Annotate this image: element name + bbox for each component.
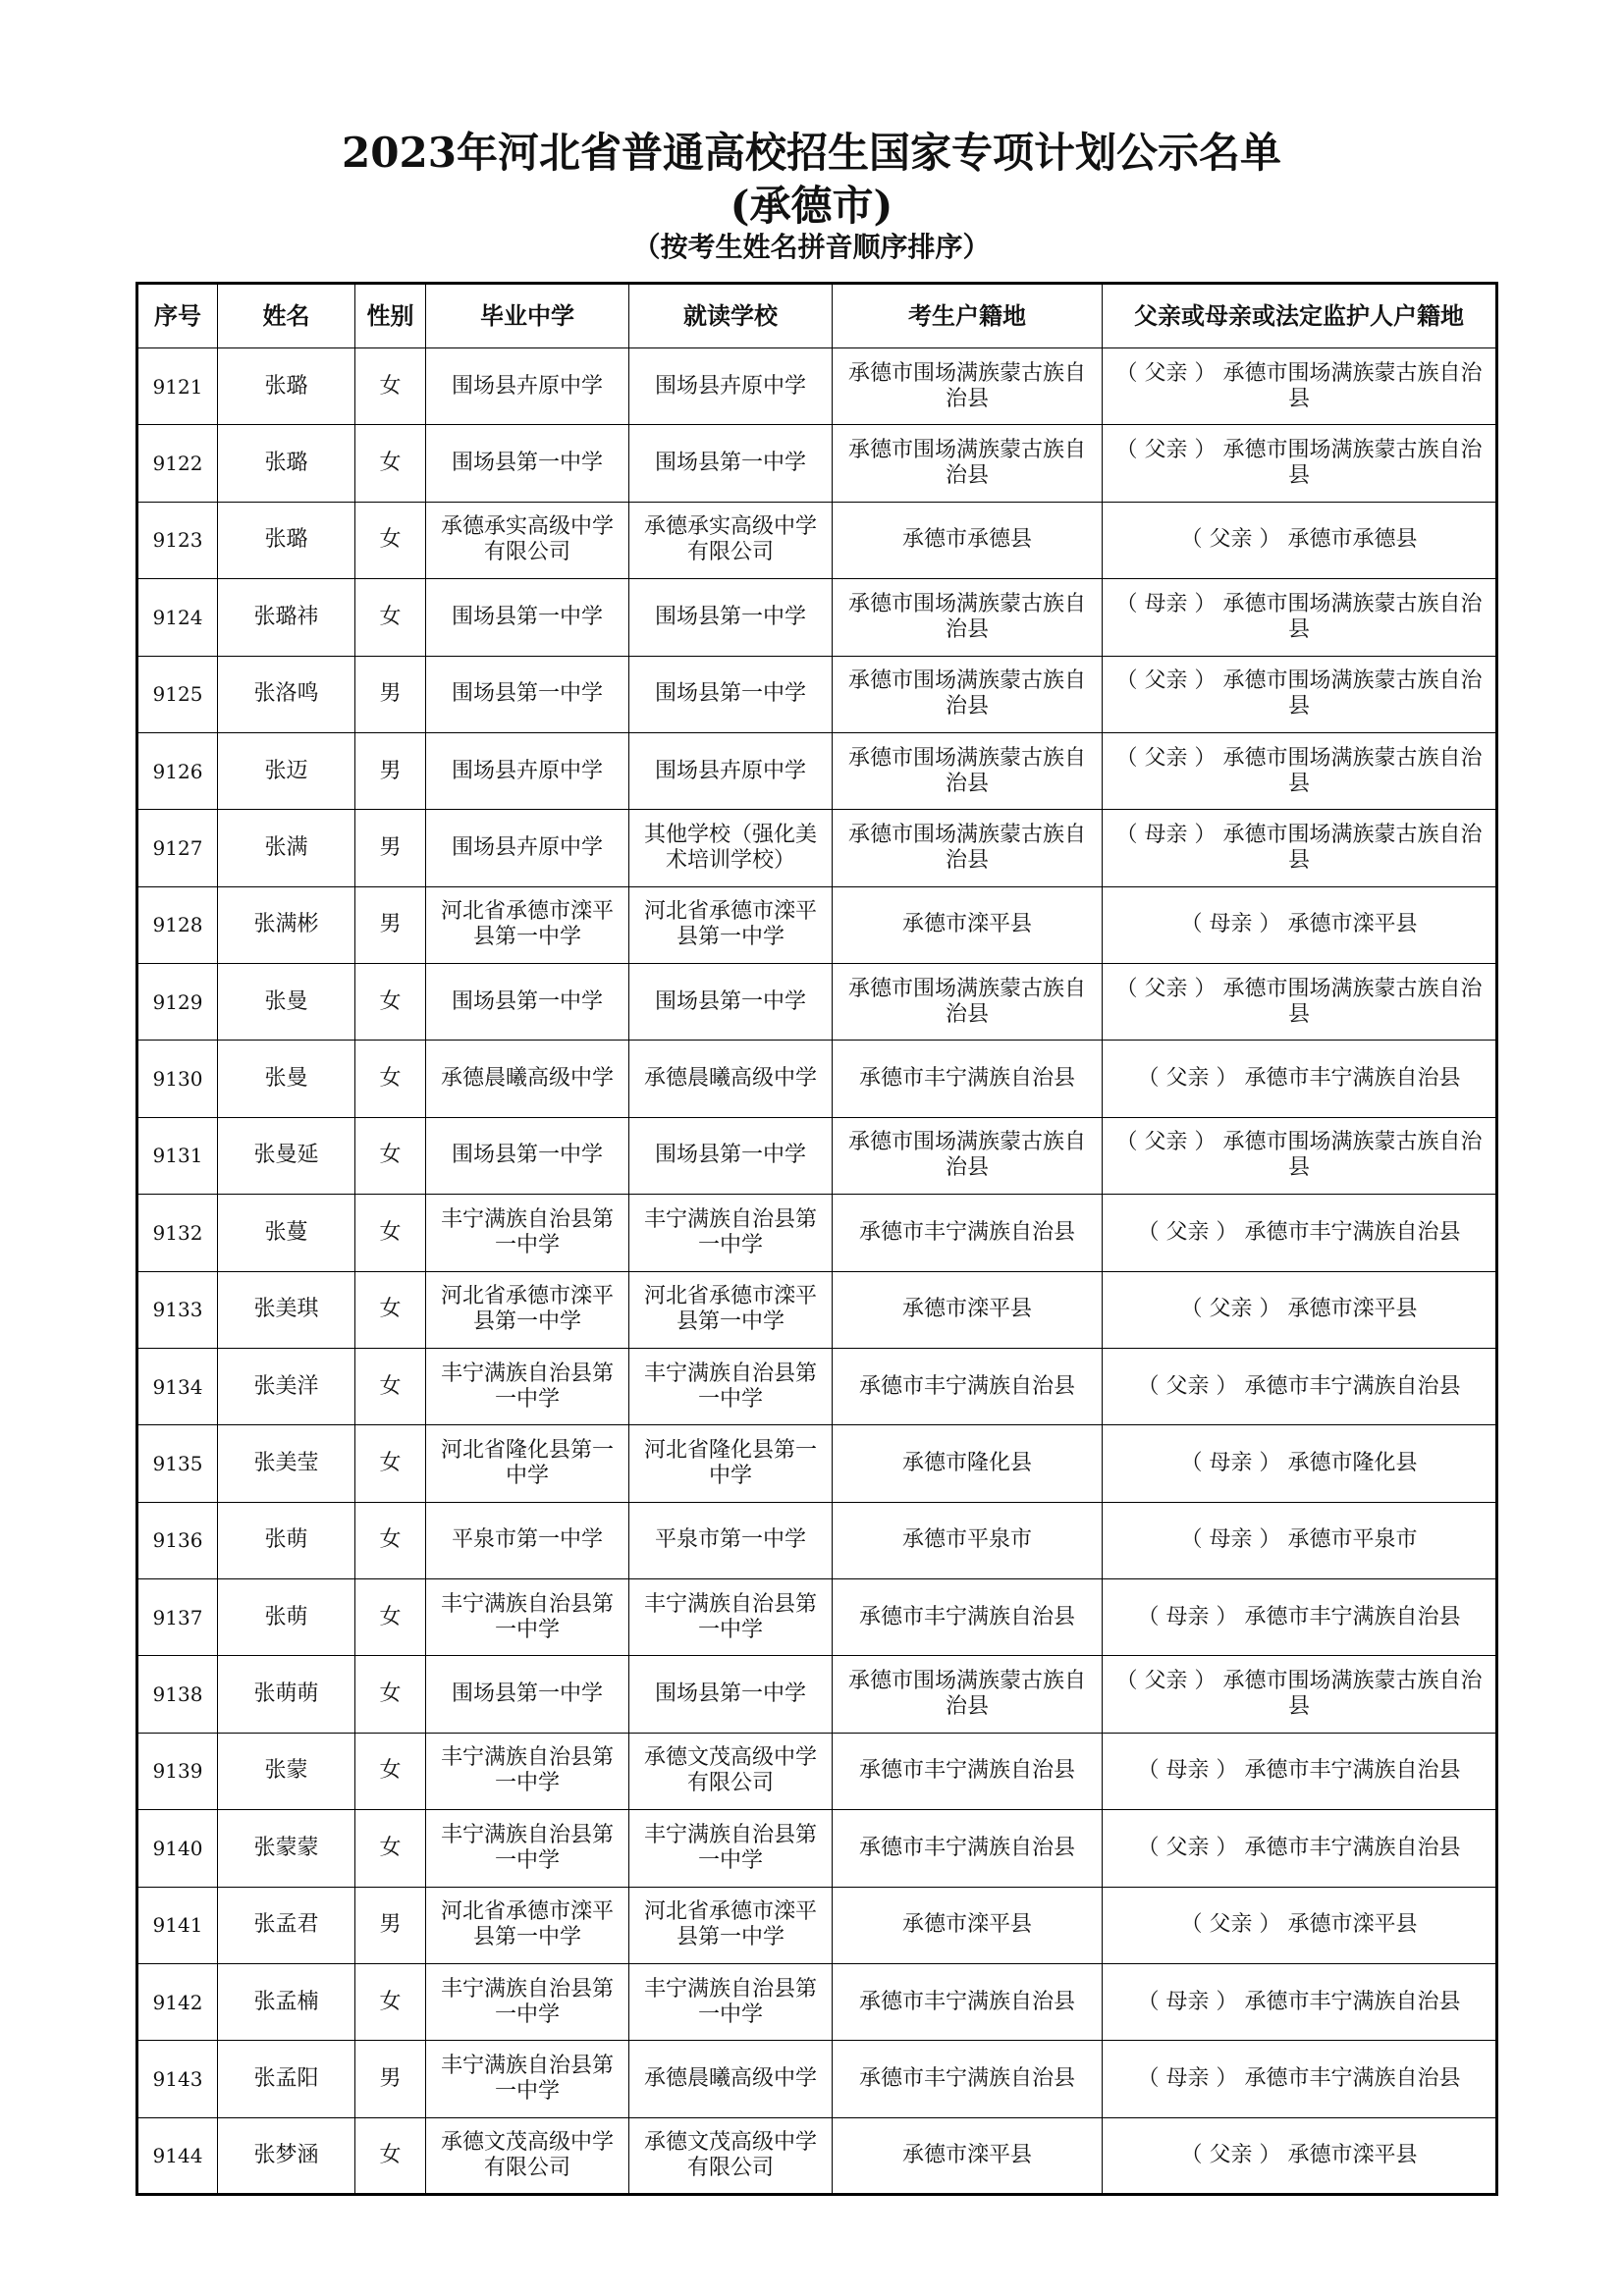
- cell-current-school: 其他学校（强化美术培训学校）: [629, 810, 833, 886]
- cell-hukou: 承德市围场满族蒙古族自治县: [833, 1656, 1103, 1733]
- cell-seq: 9131: [137, 1117, 218, 1194]
- cell-guardian-hukou: （ 母亲 ） 承德市隆化县: [1103, 1425, 1497, 1502]
- cell-current-school: 承德晨曦高级中学: [629, 2041, 833, 2117]
- cell-hukou: 承德市丰宁满族自治县: [833, 2041, 1103, 2117]
- cell-name: 张蒙: [218, 1733, 355, 1809]
- cell-name: 张萌: [218, 1502, 355, 1578]
- cell-hukou: 承德市丰宁满族自治县: [833, 1195, 1103, 1271]
- cell-seq: 9142: [137, 1963, 218, 2040]
- cell-hukou: 承德市围场满族蒙古族自治县: [833, 732, 1103, 809]
- cell-guardian-hukou: （ 母亲 ） 承德市丰宁满族自治县: [1103, 1733, 1497, 1809]
- cell-name: 张曼: [218, 964, 355, 1041]
- cell-current-school: 丰宁满族自治县第一中学: [629, 1963, 833, 2040]
- header-grad-school: 毕业中学: [426, 284, 629, 348]
- cell-grad-school: 河北省承德市滦平县第一中学: [426, 1271, 629, 1348]
- header-gender: 性别: [355, 284, 426, 348]
- cell-gender: 男: [355, 732, 426, 809]
- sort-note: （按考生姓名拼音顺序排序）: [632, 231, 991, 263]
- cell-grad-school: 围场县第一中学: [426, 425, 629, 502]
- table-row: [137, 1117, 1497, 1194]
- cell-guardian-hukou: （ 母亲 ） 承德市滦平县: [1103, 886, 1497, 963]
- cell-name: 张满彬: [218, 886, 355, 963]
- cell-guardian-hukou: （ 父亲 ） 承德市围场满族蒙古族自治县: [1103, 1117, 1497, 1194]
- cell-seq: 9144: [137, 2117, 218, 2194]
- cell-hukou: 承德市围场满族蒙古族自治县: [833, 656, 1103, 732]
- cell-name: 张萌萌: [218, 1656, 355, 1733]
- table-row: [137, 810, 1497, 886]
- cell-gender: 男: [355, 886, 426, 963]
- table-row: [137, 1041, 1497, 1117]
- table-header-row: [137, 284, 1497, 348]
- cell-hukou: 承德市滦平县: [833, 1887, 1103, 1963]
- cell-gender: 女: [355, 1733, 426, 1809]
- cell-current-school: 河北省隆化县第一中学: [629, 1425, 833, 1502]
- cell-current-school: 围场县第一中学: [629, 425, 833, 502]
- cell-seq: 9143: [137, 2041, 218, 2117]
- cell-gender: 女: [355, 1117, 426, 1194]
- cell-name: 张璐: [218, 425, 355, 502]
- cell-gender: 女: [355, 1195, 426, 1271]
- cell-grad-school: 河北省承德市滦平县第一中学: [426, 1887, 629, 1963]
- cell-guardian-hukou: （ 父亲 ） 承德市滦平县: [1103, 2117, 1497, 2194]
- cell-grad-school: 河北省承德市滦平县第一中学: [426, 886, 629, 963]
- roster-table: [135, 282, 1498, 2196]
- cell-hukou: 承德市承德县: [833, 502, 1103, 578]
- cell-hukou: 承德市围场满族蒙古族自治县: [833, 1117, 1103, 1194]
- table-row: [137, 1887, 1497, 1963]
- cell-grad-school: 围场县第一中学: [426, 579, 629, 656]
- cell-hukou: 承德市围场满族蒙古族自治县: [833, 348, 1103, 425]
- cell-guardian-hukou: （ 父亲 ） 承德市围场满族蒙古族自治县: [1103, 348, 1497, 425]
- cell-grad-school: 丰宁满族自治县第一中学: [426, 1579, 629, 1656]
- cell-grad-school: 围场县卉原中学: [426, 810, 629, 886]
- page-subtitle: (承德市): [730, 182, 893, 230]
- cell-seq: 9140: [137, 1810, 218, 1887]
- cell-grad-school: 丰宁满族自治县第一中学: [426, 1810, 629, 1887]
- cell-gender: 男: [355, 1887, 426, 1963]
- cell-grad-school: 围场县第一中学: [426, 1656, 629, 1733]
- cell-name: 张美洋: [218, 1348, 355, 1424]
- cell-gender: 男: [355, 2041, 426, 2117]
- cell-hukou: 承德市丰宁满族自治县: [833, 1579, 1103, 1656]
- cell-name: 张美琪: [218, 1271, 355, 1348]
- cell-gender: 女: [355, 1502, 426, 1578]
- cell-grad-school: 围场县第一中学: [426, 656, 629, 732]
- cell-gender: 男: [355, 810, 426, 886]
- cell-grad-school: 丰宁满族自治县第一中学: [426, 1348, 629, 1424]
- cell-seq: 9123: [137, 502, 218, 578]
- cell-seq: 9124: [137, 579, 218, 656]
- cell-guardian-hukou: （ 母亲 ） 承德市平泉市: [1103, 1502, 1497, 1578]
- table-row: [137, 1656, 1497, 1733]
- cell-grad-school: 承德承实高级中学有限公司: [426, 502, 629, 578]
- cell-hukou: 承德市滦平县: [833, 2117, 1103, 2194]
- cell-guardian-hukou: （ 父亲 ） 承德市丰宁满族自治县: [1103, 1810, 1497, 1887]
- cell-guardian-hukou: （ 母亲 ） 承德市丰宁满族自治县: [1103, 2041, 1497, 2117]
- table-row: [137, 1195, 1497, 1271]
- cell-seq: 9136: [137, 1502, 218, 1578]
- table-row: [137, 1579, 1497, 1656]
- cell-gender: 女: [355, 579, 426, 656]
- cell-current-school: 承德文茂高级中学有限公司: [629, 1733, 833, 1809]
- cell-name: 张孟阳: [218, 2041, 355, 2117]
- cell-hukou: 承德市滦平县: [833, 1271, 1103, 1348]
- cell-seq: 9138: [137, 1656, 218, 1733]
- cell-guardian-hukou: （ 父亲 ） 承德市围场满族蒙古族自治县: [1103, 964, 1497, 1041]
- cell-current-school: 承德文茂高级中学有限公司: [629, 2117, 833, 2194]
- cell-gender: 女: [355, 1963, 426, 2040]
- cell-grad-school: 河北省隆化县第一中学: [426, 1425, 629, 1502]
- cell-hukou: 承德市丰宁满族自治县: [833, 1810, 1103, 1887]
- cell-hukou: 承德市丰宁满族自治县: [833, 1963, 1103, 2040]
- table-row: [137, 1810, 1497, 1887]
- cell-current-school: 围场县第一中学: [629, 579, 833, 656]
- cell-gender: 女: [355, 502, 426, 578]
- cell-guardian-hukou: （ 父亲 ） 承德市围场满族蒙古族自治县: [1103, 656, 1497, 732]
- cell-guardian-hukou: （ 父亲 ） 承德市丰宁满族自治县: [1103, 1348, 1497, 1424]
- table-row: [137, 964, 1497, 1041]
- cell-current-school: 围场县第一中学: [629, 656, 833, 732]
- cell-grad-school: 围场县第一中学: [426, 964, 629, 1041]
- table-row: [137, 348, 1497, 425]
- cell-grad-school: 丰宁满族自治县第一中学: [426, 2041, 629, 2117]
- cell-guardian-hukou: （ 母亲 ） 承德市丰宁满族自治县: [1103, 1579, 1497, 1656]
- cell-current-school: 围场县第一中学: [629, 964, 833, 1041]
- cell-guardian-hukou: （ 父亲 ） 承德市围场满族蒙古族自治县: [1103, 425, 1497, 502]
- page-title: 2023年河北省普通高校招生国家专项计划公示名单: [342, 129, 1281, 177]
- cell-name: 张美莹: [218, 1425, 355, 1502]
- table-row: [137, 886, 1497, 963]
- cell-gender: 女: [355, 1271, 426, 1348]
- cell-name: 张梦涵: [218, 2117, 355, 2194]
- cell-seq: 9139: [137, 1733, 218, 1809]
- header-guardian-hukou: 父亲或母亲或法定监护人户籍地: [1103, 284, 1497, 348]
- cell-hukou: 承德市丰宁满族自治县: [833, 1348, 1103, 1424]
- cell-current-school: 河北省承德市滦平县第一中学: [629, 1887, 833, 1963]
- cell-hukou: 承德市围场满族蒙古族自治县: [833, 425, 1103, 502]
- cell-hukou: 承德市隆化县: [833, 1425, 1103, 1502]
- cell-seq: 9132: [137, 1195, 218, 1271]
- cell-grad-school: 丰宁满族自治县第一中学: [426, 1195, 629, 1271]
- header-name: 姓名: [218, 284, 355, 348]
- cell-hukou: 承德市围场满族蒙古族自治县: [833, 579, 1103, 656]
- cell-seq: 9134: [137, 1348, 218, 1424]
- cell-name: 张蒙蒙: [218, 1810, 355, 1887]
- cell-guardian-hukou: （ 父亲 ） 承德市围场满族蒙古族自治县: [1103, 1656, 1497, 1733]
- cell-gender: 女: [355, 964, 426, 1041]
- cell-seq: 9137: [137, 1579, 218, 1656]
- cell-seq: 9135: [137, 1425, 218, 1502]
- cell-gender: 男: [355, 656, 426, 732]
- cell-guardian-hukou: （ 父亲 ） 承德市滦平县: [1103, 1887, 1497, 1963]
- cell-name: 张璐: [218, 348, 355, 425]
- cell-grad-school: 丰宁满族自治县第一中学: [426, 1963, 629, 2040]
- cell-name: 张洛鸣: [218, 656, 355, 732]
- cell-current-school: 围场县第一中学: [629, 1656, 833, 1733]
- cell-name: 张萌: [218, 1579, 355, 1656]
- cell-gender: 女: [355, 425, 426, 502]
- cell-hukou: 承德市围场满族蒙古族自治县: [833, 810, 1103, 886]
- cell-name: 张蔓: [218, 1195, 355, 1271]
- cell-gender: 女: [355, 1041, 426, 1117]
- cell-gender: 女: [355, 1425, 426, 1502]
- cell-seq: 9127: [137, 810, 218, 886]
- cell-gender: 女: [355, 1579, 426, 1656]
- table-row: [137, 1502, 1497, 1578]
- cell-current-school: 围场县第一中学: [629, 1117, 833, 1194]
- table-row: [137, 425, 1497, 502]
- cell-guardian-hukou: （ 母亲 ） 承德市围场满族蒙古族自治县: [1103, 810, 1497, 886]
- cell-gender: 女: [355, 2117, 426, 2194]
- cell-name: 张璐: [218, 502, 355, 578]
- cell-grad-school: 围场县第一中学: [426, 1117, 629, 1194]
- cell-grad-school: 承德文茂高级中学有限公司: [426, 2117, 629, 2194]
- cell-seq: 9141: [137, 1887, 218, 1963]
- cell-seq: 9133: [137, 1271, 218, 1348]
- cell-current-school: 围场县卉原中学: [629, 732, 833, 809]
- cell-seq: 9130: [137, 1041, 218, 1117]
- table-row: [137, 502, 1497, 578]
- cell-name: 张孟君: [218, 1887, 355, 1963]
- table-row: [137, 1271, 1497, 1348]
- cell-name: 张曼延: [218, 1117, 355, 1194]
- table-row: [137, 2117, 1497, 2194]
- cell-hukou: 承德市丰宁满族自治县: [833, 1733, 1103, 1809]
- cell-seq: 9122: [137, 425, 218, 502]
- table-row: [137, 1425, 1497, 1502]
- cell-grad-school: 平泉市第一中学: [426, 1502, 629, 1578]
- cell-gender: 女: [355, 1810, 426, 1887]
- cell-current-school: 承德承实高级中学有限公司: [629, 502, 833, 578]
- cell-guardian-hukou: （ 母亲 ） 承德市围场满族蒙古族自治县: [1103, 579, 1497, 656]
- cell-name: 张孟楠: [218, 1963, 355, 2040]
- cell-name: 张曼: [218, 1041, 355, 1117]
- cell-hukou: 承德市平泉市: [833, 1502, 1103, 1578]
- cell-guardian-hukou: （ 父亲 ） 承德市围场满族蒙古族自治县: [1103, 732, 1497, 809]
- cell-guardian-hukou: （ 母亲 ） 承德市丰宁满族自治县: [1103, 1963, 1497, 2040]
- cell-current-school: 河北省承德市滦平县第一中学: [629, 886, 833, 963]
- cell-grad-school: 围场县卉原中学: [426, 732, 629, 809]
- table-row: [137, 1348, 1497, 1424]
- cell-guardian-hukou: （ 父亲 ） 承德市承德县: [1103, 502, 1497, 578]
- cell-current-school: 承德晨曦高级中学: [629, 1041, 833, 1117]
- cell-current-school: 丰宁满族自治县第一中学: [629, 1348, 833, 1424]
- cell-current-school: 丰宁满族自治县第一中学: [629, 1810, 833, 1887]
- cell-guardian-hukou: （ 父亲 ） 承德市丰宁满族自治县: [1103, 1041, 1497, 1117]
- table-row: [137, 2041, 1497, 2117]
- cell-hukou: 承德市围场满族蒙古族自治县: [833, 964, 1103, 1041]
- cell-hukou: 承德市滦平县: [833, 886, 1103, 963]
- cell-grad-school: 丰宁满族自治县第一中学: [426, 1733, 629, 1809]
- cell-gender: 女: [355, 348, 426, 425]
- cell-seq: 9121: [137, 348, 218, 425]
- cell-guardian-hukou: （ 父亲 ） 承德市丰宁满族自治县: [1103, 1195, 1497, 1271]
- cell-gender: 女: [355, 1348, 426, 1424]
- table-row: [137, 732, 1497, 809]
- cell-guardian-hukou: （ 父亲 ） 承德市滦平县: [1103, 1271, 1497, 1348]
- cell-seq: 9125: [137, 656, 218, 732]
- cell-current-school: 围场县卉原中学: [629, 348, 833, 425]
- cell-grad-school: 承德晨曦高级中学: [426, 1041, 629, 1117]
- cell-seq: 9126: [137, 732, 218, 809]
- table-row: [137, 656, 1497, 732]
- cell-seq: 9128: [137, 886, 218, 963]
- cell-name: 张满: [218, 810, 355, 886]
- cell-current-school: 丰宁满族自治县第一中学: [629, 1579, 833, 1656]
- table-row: [137, 1963, 1497, 2040]
- cell-current-school: 河北省承德市滦平县第一中学: [629, 1271, 833, 1348]
- header-hukou: 考生户籍地: [833, 284, 1103, 348]
- cell-gender: 女: [355, 1656, 426, 1733]
- cell-current-school: 平泉市第一中学: [629, 1502, 833, 1578]
- cell-grad-school: 围场县卉原中学: [426, 348, 629, 425]
- header-seq: 序号: [137, 284, 218, 348]
- table-row: [137, 1733, 1497, 1809]
- cell-name: 张璐祎: [218, 579, 355, 656]
- cell-hukou: 承德市丰宁满族自治县: [833, 1041, 1103, 1117]
- cell-current-school: 丰宁满族自治县第一中学: [629, 1195, 833, 1271]
- cell-name: 张迈: [218, 732, 355, 809]
- table-row: [137, 579, 1497, 656]
- header-current-school: 就读学校: [629, 284, 833, 348]
- cell-seq: 9129: [137, 964, 218, 1041]
